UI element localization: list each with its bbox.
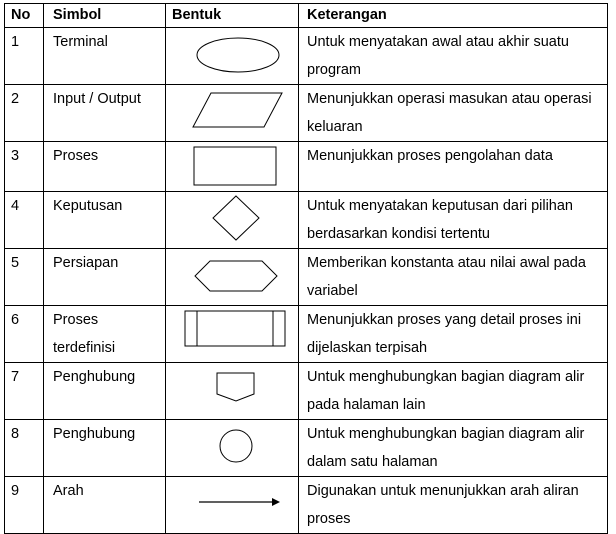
row-no: 9	[5, 477, 44, 534]
on-page-connector-circle-icon	[166, 420, 298, 475]
row-simbol: Terminal	[44, 28, 166, 85]
hexagon-icon	[166, 249, 298, 304]
row-simbol: Arah	[44, 477, 166, 534]
table-row	[5, 420, 608, 477]
row-keterangan: Untuk menghubungkan bagian diagram alir dalam satu halaman	[299, 420, 608, 477]
flowchart-symbols-table	[4, 3, 608, 534]
row-keterangan: Menunjukkan proses pengolahan data	[299, 142, 608, 192]
row-simbol: Penghubung	[44, 363, 166, 420]
row-bentuk	[166, 420, 299, 477]
row-keterangan: Digunakan untuk menunjukkan arah aliran proses	[299, 477, 608, 534]
row-keterangan: Untuk menyatakan awal atau akhir suatu program	[299, 28, 608, 85]
row-simbol: Proses	[44, 142, 166, 192]
row-simbol: Penghubung	[44, 420, 166, 477]
diamond-icon	[166, 192, 298, 247]
table-row	[5, 28, 608, 85]
header-keterangan: Keterangan	[299, 4, 608, 28]
row-bentuk	[166, 306, 299, 363]
parallelogram-icon	[166, 85, 298, 140]
row-keterangan: Untuk menghubungkan bagian diagram alir pada halaman lain	[299, 363, 608, 420]
row-bentuk	[166, 477, 299, 534]
row-simbol-line1: Proses	[53, 312, 99, 328]
header-row	[5, 4, 608, 28]
row-no: 2	[5, 85, 44, 142]
row-simbol: Keputusan	[44, 192, 166, 249]
row-no: 6	[5, 306, 44, 363]
row-keterangan: Menunjukkan proses yang detail proses ini dijelaskan terpisah	[299, 306, 608, 363]
header-no: No	[5, 4, 44, 28]
table-row	[5, 306, 608, 363]
row-bentuk	[166, 142, 299, 192]
table-row	[5, 85, 608, 142]
rectangle-icon	[166, 142, 298, 191]
row-bentuk	[166, 363, 299, 420]
row-simbol	[44, 306, 166, 363]
table-row	[5, 192, 608, 249]
row-simbol: Persiapan	[44, 249, 166, 306]
row-simbol: Input / Output	[44, 85, 166, 142]
row-no: 5	[5, 249, 44, 306]
row-no: 4	[5, 192, 44, 249]
terminal-oval-icon	[166, 28, 298, 83]
predefined-process-icon	[166, 306, 298, 361]
header-simbol: Simbol	[44, 4, 166, 28]
row-no: 3	[5, 142, 44, 192]
table-row	[5, 249, 608, 306]
arrow-icon	[166, 477, 298, 532]
table-row	[5, 142, 608, 192]
row-no: 7	[5, 363, 44, 420]
row-bentuk	[166, 28, 299, 85]
row-bentuk	[166, 192, 299, 249]
row-no: 1	[5, 28, 44, 85]
table-row	[5, 363, 608, 420]
table-row	[5, 477, 608, 534]
off-page-connector-icon	[166, 363, 298, 418]
row-no: 8	[5, 420, 44, 477]
row-simbol-line2: terdefinisi	[53, 340, 116, 356]
row-keterangan: Menunjukkan operasi masukan atau operasi keluaran	[299, 85, 608, 142]
row-keterangan: Untuk menyatakan keputusan dari pilihan berdasarkan kondisi tertentu	[299, 192, 608, 249]
row-bentuk	[166, 85, 299, 142]
row-bentuk	[166, 249, 299, 306]
row-keterangan: Memberikan konstanta atau nilai awal pada variabel	[299, 249, 608, 306]
header-bentuk: Bentuk	[166, 4, 299, 28]
